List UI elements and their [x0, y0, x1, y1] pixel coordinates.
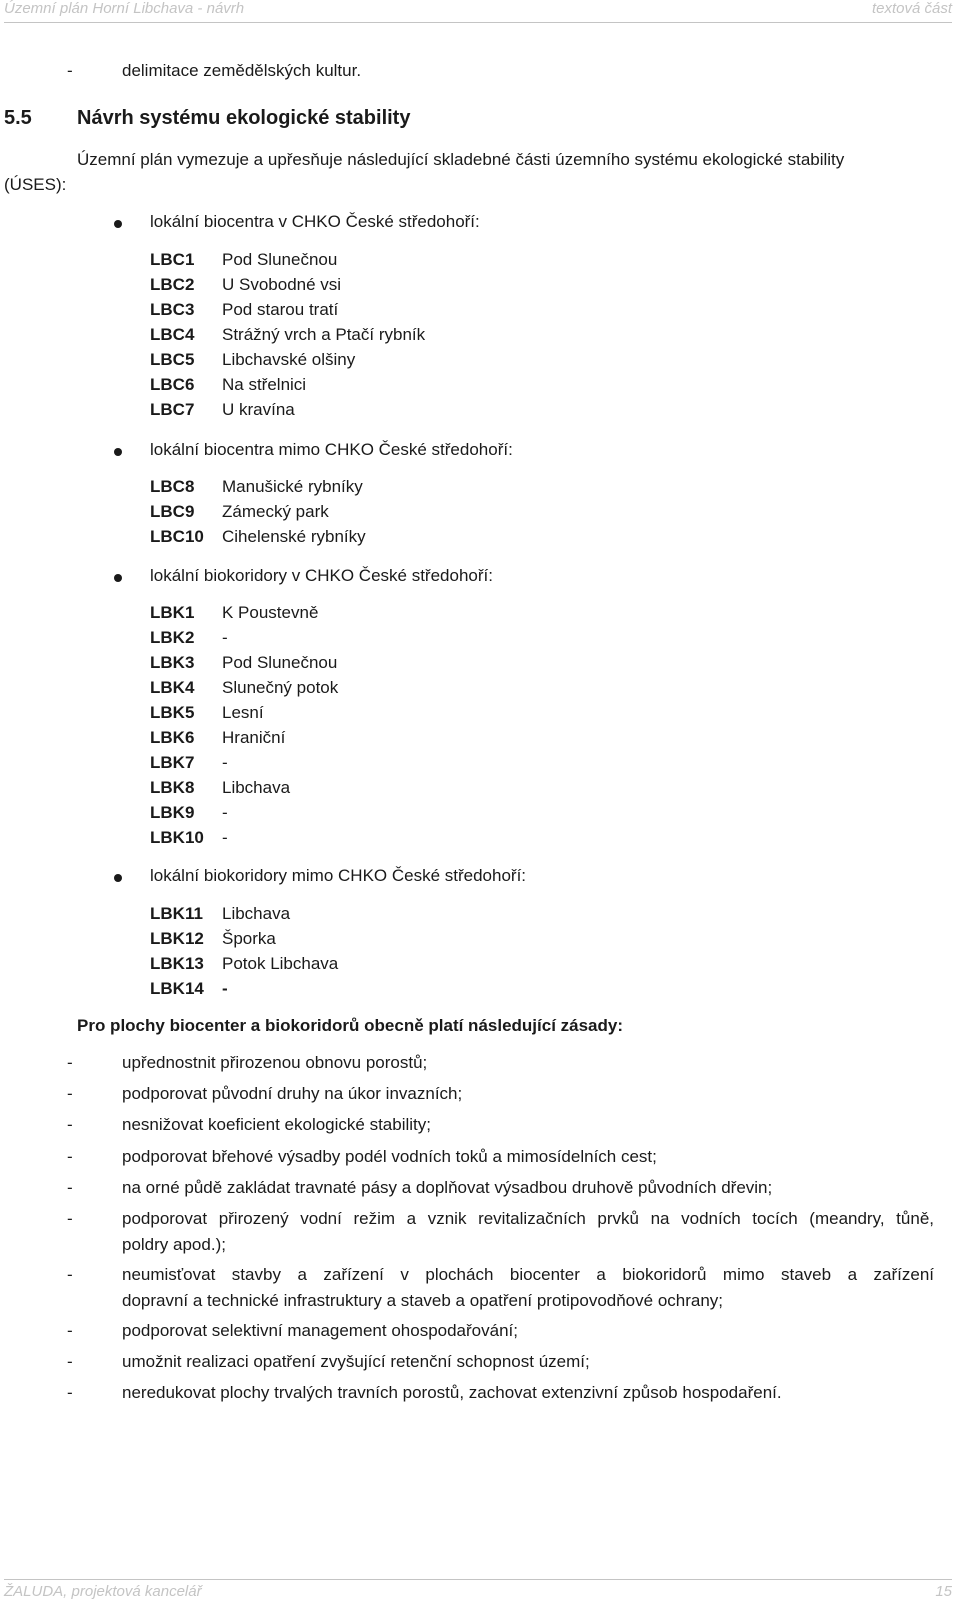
element-code: LBC8: [150, 477, 195, 496]
group-heading: lokální biocentra mimo CHKO České středohoří:: [150, 440, 513, 459]
element-code: LBK14: [150, 979, 204, 998]
element-name: Manušické rybníky: [222, 477, 363, 496]
element-name: -: [222, 803, 228, 822]
principle-text: nesnižovat koeficient ekologické stability;: [122, 1115, 431, 1134]
principle-text: podporovat původní druhy na úkor invazních;: [122, 1084, 463, 1103]
bullet-icon: [114, 874, 122, 882]
bullet-icon: [114, 574, 122, 582]
principle-text: podporovat břehové výsadby podél vodních toků a mimosídelních cest;: [122, 1147, 657, 1166]
principle-dash: -: [67, 1209, 73, 1228]
element-code: LBC10: [150, 527, 204, 546]
element-code: LBK10: [150, 828, 204, 847]
principle-dash: -: [67, 1265, 73, 1284]
header-section-label: textová část: [871, 0, 952, 17]
element-name: Pod Slunečnou: [222, 250, 338, 269]
element-name: Zámecký park: [222, 502, 329, 521]
group-heading: lokální biokoridory v CHKO České středohoří:: [150, 566, 493, 585]
bullet-icon: [114, 448, 122, 456]
element-code: LBC1: [150, 250, 195, 269]
principle-text: neredukovat plochy trvalých travních porostů, zachovat extenzivní způsob hospodaření.: [122, 1383, 782, 1402]
principle-dash: -: [67, 1115, 73, 1134]
element-name: Cihelenské rybníky: [222, 527, 366, 546]
element-name: Lesní: [222, 703, 264, 722]
element-code: LBC2: [150, 275, 195, 294]
principle-dash: -: [67, 1053, 73, 1072]
element-code: LBC3: [150, 300, 195, 319]
principle-dash: -: [67, 1084, 73, 1103]
principle-text: na orné půdě zakládat travnaté pásy a doplňovat výsadbou druhově původních dřevin;: [122, 1178, 773, 1197]
principle-dash: -: [67, 1178, 73, 1197]
principle-text: podporovat přirozený vodní režim a vznik revitalizačních prvků na vodních tocích (meandry, tůně,: [122, 1209, 934, 1228]
element-name: Pod Slunečnou: [222, 653, 338, 672]
principle-text: podporovat selektivní management ohospodařování;: [122, 1321, 518, 1340]
element-code: LBC7: [150, 400, 195, 419]
element-code: LBC9: [150, 502, 195, 521]
element-code: LBK12: [150, 929, 204, 948]
section-number: 5.5: [4, 107, 32, 129]
element-name: -: [222, 753, 228, 772]
element-code: LBC5: [150, 350, 195, 369]
principle-text: umožnit realizaci opatření zvyšující retenční schopnost území;: [122, 1352, 590, 1371]
principles-heading: Pro plochy biocenter a biokoridorů obecně platí následující zásady:: [77, 1016, 624, 1035]
principle-dash: -: [67, 1352, 73, 1371]
section-intro-line2: (ÚSES):: [4, 175, 67, 194]
element-name: K Poustevně: [222, 603, 319, 622]
element-code: LBK13: [150, 954, 204, 973]
element-code: LBK6: [150, 728, 195, 747]
element-code: LBC4: [150, 325, 195, 344]
element-code: LBK4: [150, 678, 195, 697]
principle-text: upřednostnit přirozenou obnovu porostů;: [122, 1053, 428, 1072]
element-name: Na střelnici: [222, 375, 307, 394]
bullet-icon: [114, 220, 122, 228]
group-heading: lokální biocentra v CHKO České středohoří:: [150, 212, 480, 231]
element-name: Hraniční: [222, 728, 286, 747]
element-code: LBK11: [150, 904, 203, 923]
element-name: Libchava: [222, 904, 291, 923]
header-divider: [4, 22, 952, 23]
element-code: LBC6: [150, 375, 195, 394]
element-name: Strážný vrch a Ptačí rybník: [222, 325, 426, 344]
element-name: U kravína: [222, 400, 295, 419]
principle-dash: -: [67, 1383, 73, 1402]
element-name: Šporka: [222, 929, 276, 948]
section-title: Návrh systému ekologické stability: [77, 107, 411, 129]
element-name: -: [222, 979, 228, 998]
footer-company: ŽALUDA, projektová kancelář: [4, 1583, 202, 1600]
element-name: -: [222, 828, 228, 847]
principle-dash: -: [67, 1147, 73, 1166]
element-code: LBK3: [150, 653, 195, 672]
element-name: Libchavské olšiny: [222, 350, 356, 369]
principle-text: poldry apod.);: [122, 1235, 226, 1254]
principle-dash: -: [67, 1321, 73, 1340]
header-document-title: Územní plán Horní Libchava - návrh: [4, 0, 245, 17]
principle-text: dopravní a technické infrastruktury a staveb a opatření protipovodňové ochrany;: [122, 1291, 724, 1310]
top-item-text: delimitace zemědělských kultur.: [122, 61, 362, 80]
element-code: LBK5: [150, 703, 195, 722]
element-name: Pod starou tratí: [222, 300, 339, 319]
element-name: U Svobodné vsi: [222, 275, 342, 294]
section-intro-line1: Územní plán vymezuje a upřesňuje následující skladebné části územního systému ekologické stability: [77, 150, 845, 169]
element-name: Potok Libchava: [222, 954, 339, 973]
group-heading: lokální biokoridory mimo CHKO České středohoří:: [150, 866, 527, 885]
element-name: Libchava: [222, 778, 291, 797]
element-code: LBK8: [150, 778, 195, 797]
element-name: -: [222, 628, 228, 647]
element-code: LBK1: [150, 603, 195, 622]
element-name: Slunečný potok: [222, 678, 339, 697]
principle-text: neumisťovat stavby a zařízení v plochách biocenter a biokoridorů mimo staveb a zařízení: [122, 1265, 934, 1284]
element-code: LBK2: [150, 628, 195, 647]
footer-page-number: 15: [935, 1583, 952, 1600]
element-code: LBK9: [150, 803, 195, 822]
top-item-dash: -: [67, 61, 73, 80]
element-code: LBK7: [150, 753, 195, 772]
footer-divider: [4, 1579, 952, 1580]
